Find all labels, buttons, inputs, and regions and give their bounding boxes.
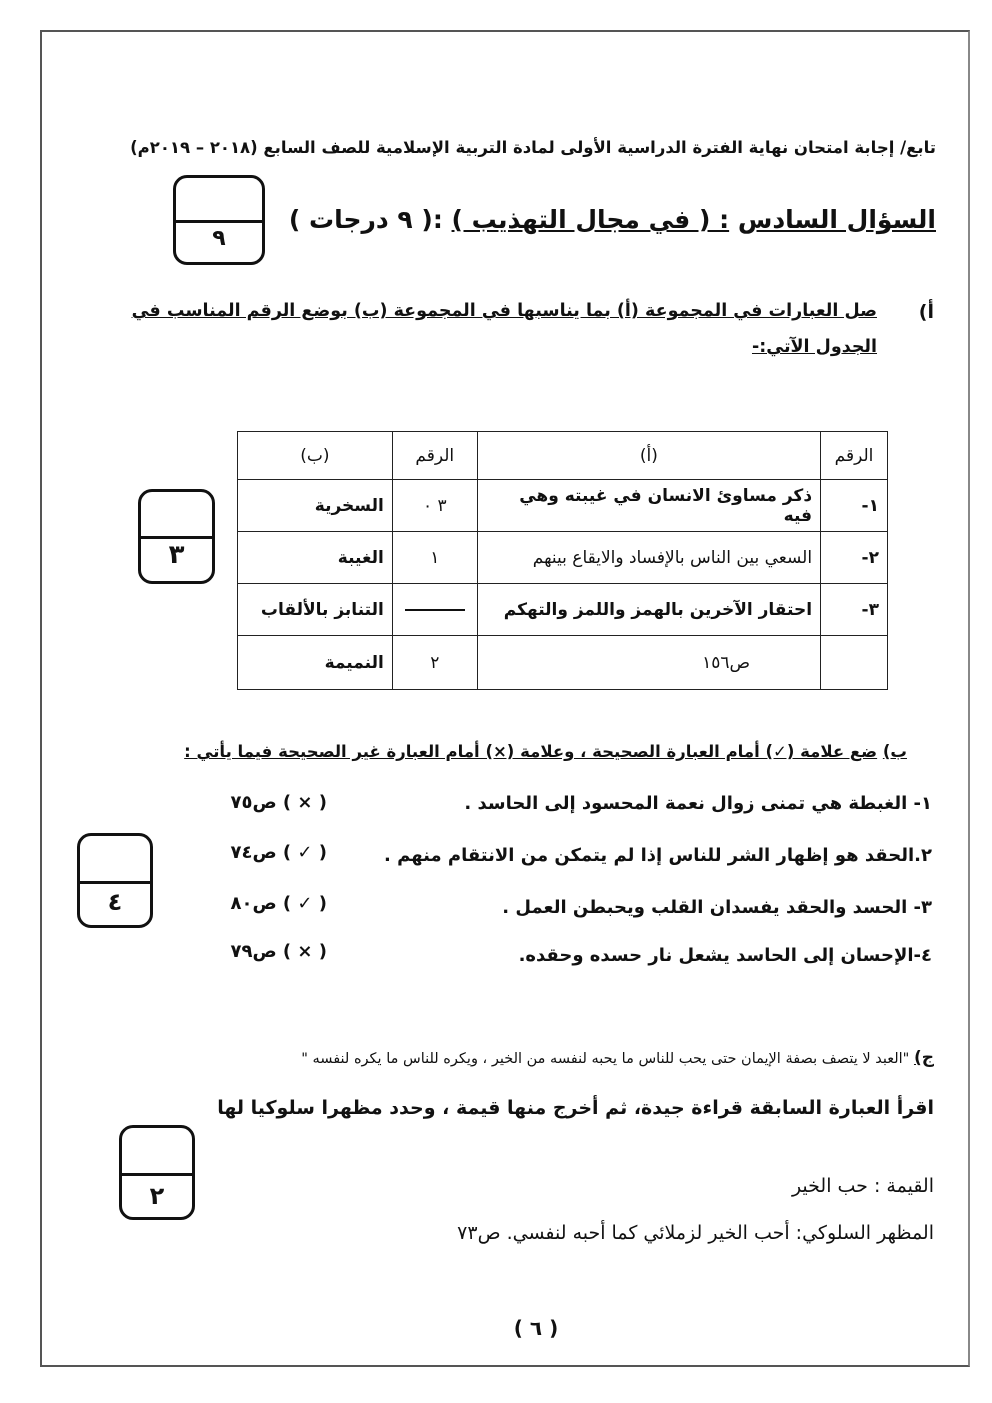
header-group-b: (ب)	[238, 432, 393, 480]
table-header-row	[238, 432, 888, 480]
row-statement: السعي بين الناس بالإفساد والايقاع بينهم	[477, 532, 820, 584]
tf-mark-4: ( × ) ص٧٩	[230, 941, 327, 962]
score-box-total	[173, 175, 265, 265]
part-b-label: ب)	[882, 742, 907, 761]
tf-item-2: ٢.الحقد هو إظهار الشر للناس إذا لم يتمكن من الانتقام منهم .	[384, 845, 932, 866]
score-box-part-c	[119, 1125, 195, 1220]
score-box-part-a	[138, 489, 215, 584]
score-total: ٩	[212, 226, 226, 251]
page-number: ( ٦ )	[513, 1316, 559, 1340]
table-row	[238, 636, 888, 690]
row-term: السخرية	[238, 480, 393, 532]
part-c-behavior: المظهر السلوكي: أحب الخير لزملائي كما أحبه لنفسي. ص٧٣	[457, 1222, 934, 1244]
table-row	[238, 532, 888, 584]
row-num: ٣-	[821, 584, 888, 636]
part-a-label: أ)	[918, 301, 934, 323]
row-num: ١-	[821, 480, 888, 532]
part-b-heading	[184, 742, 907, 761]
score-part-b: ٤	[107, 888, 123, 916]
question-title: السؤال السادس	[737, 205, 936, 234]
part-b-instruction: ضع علامة (✓) أمام العبارة الصحيحة ، وعلامة (×) أمام العبارة غير الصحيحة فيما يأتي :	[184, 742, 878, 761]
question-field: : ( في مجال التهذيب )	[451, 205, 730, 234]
tf-item-1: ١- الغبطة هي تمنى زوال نعمة المحسود إلى الحاسد .	[464, 793, 932, 814]
question-title-row	[289, 205, 936, 234]
row-statement: احتقار الآخرين بالهمز واللمز والتهكم	[477, 584, 820, 636]
tf-item-3: ٣- الحسد والحقد يفسدان القلب ويحبطن العمل .	[502, 897, 932, 918]
tf-mark-1: ( × ) ص٧٥	[230, 792, 327, 813]
part-c-instruction: اقرأ العبارة السابقة قراءة جيدة، ثم أخرج منها قيمة ، وحدد مظهرا سلوكيا لها	[217, 1097, 934, 1119]
part-c-heading	[301, 1048, 934, 1068]
row-answer: ١	[392, 532, 477, 584]
row-num: ٢-	[821, 532, 888, 584]
part-a-instruction-1: صل العبارات في المجموعة (أ) بما يناسبها في المجموعة (ب) بوضع الرقم المناسب في	[131, 301, 877, 321]
row-answer: ٢	[392, 636, 477, 690]
row-page-ref: ص١٥٦	[477, 636, 820, 690]
part-a-instruction-2: الجدول الآتي:-	[751, 337, 877, 357]
row-answer-blank	[392, 584, 477, 636]
row-term: الغيبة	[238, 532, 393, 584]
page-header: تابع/ إجابة امتحان نهاية الفترة الدراسية الأولى لمادة التربية الإسلامية للصف السابع (٢٠١٨ – ٢٠١٩م)	[130, 138, 936, 157]
table-row	[238, 480, 888, 532]
tf-mark-3: ( ✓ ) ص٨٠	[230, 893, 327, 914]
score-part-c: ٢	[149, 1182, 165, 1210]
part-c-label: ج)	[913, 1048, 934, 1068]
header-num-2: الرقم	[392, 432, 477, 480]
part-c-value: القيمة : حب الخير	[791, 1175, 934, 1197]
score-box-part-b	[77, 833, 153, 928]
score-part-a: ٣	[168, 540, 185, 570]
row-answer: ٣ ٠	[392, 480, 477, 532]
table-row	[238, 584, 888, 636]
question-grade: :( ٩ درجات )	[288, 205, 443, 234]
matching-table	[237, 431, 888, 690]
tf-item-4: ٤-الإحسان إلى الحاسد يشعل نار حسده وحقده.	[518, 945, 932, 966]
row-statement: ذكر مساوئ الانسان في غيبته وهي فيه	[477, 480, 820, 532]
row-num	[821, 636, 888, 690]
blank-line	[405, 609, 465, 611]
part-c-quote: "العبد لا يتصف بصفة الإيمان حتى يحب للناس ما يحبه لنفسه من الخير ، ويكره للناس ما يكره لنفسه "	[301, 1051, 910, 1067]
header-group-a: (أ)	[477, 432, 820, 480]
row-term: التنابز بالألقاب	[238, 584, 393, 636]
header-num: الرقم	[821, 432, 888, 480]
row-term: النميمة	[238, 636, 393, 690]
tf-mark-2: ( ✓ ) ص٧٤	[230, 842, 327, 863]
